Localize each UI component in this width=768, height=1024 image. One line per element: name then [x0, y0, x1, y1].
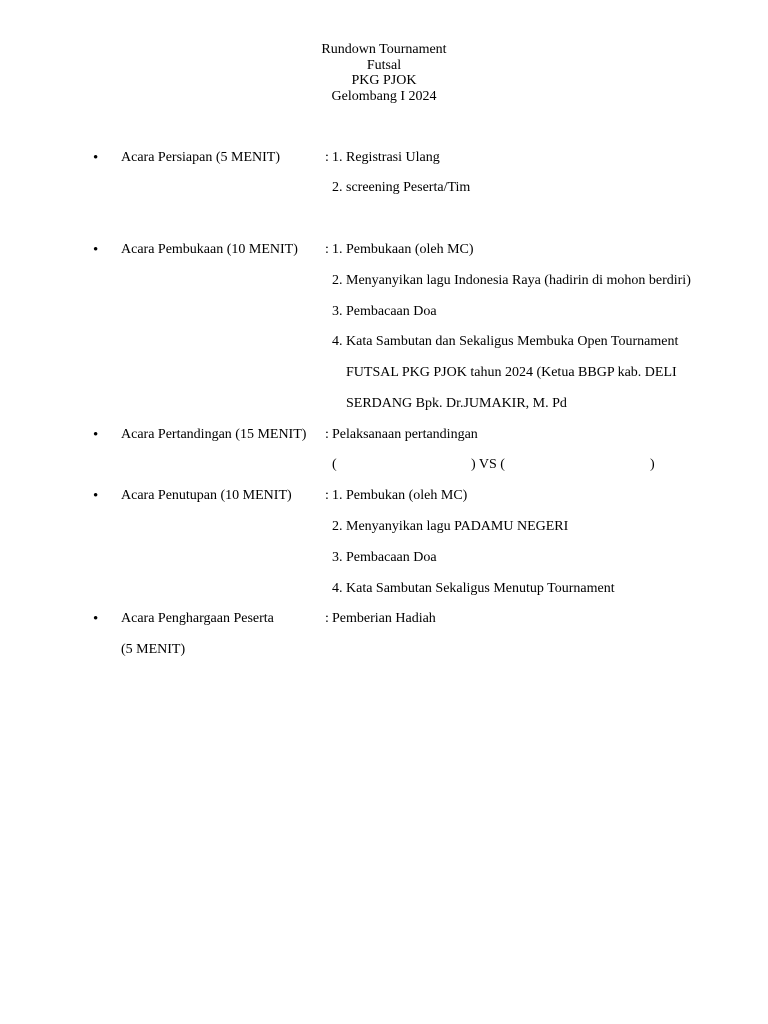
- section-pertandingan: [0, 425, 768, 445]
- colon: :: [325, 242, 329, 257]
- item-number: 2.: [332, 180, 343, 195]
- section-label: Acara Pertandingan (15 MENIT): [121, 427, 307, 442]
- item-number: 4.: [332, 334, 343, 349]
- match-open-paren: (: [332, 457, 337, 472]
- item-number: 1.: [332, 150, 343, 165]
- list-row-continuation: [0, 394, 768, 414]
- list-item: Pembacaan Doa: [346, 304, 437, 319]
- section-label-continuation: [0, 640, 768, 660]
- bullet-icon: •: [93, 427, 99, 443]
- title-line-3: PKG PJOK: [351, 73, 417, 88]
- section-label: Acara Penutupan (10 MENIT): [121, 488, 292, 503]
- list-row: [0, 579, 768, 599]
- section-text: Pemberian Hadiah: [332, 611, 436, 626]
- section-penghargaan: [0, 609, 768, 629]
- item-number: 2.: [332, 273, 343, 288]
- item-number: 1.: [332, 488, 343, 503]
- list-item: Pembukaan (oleh MC): [346, 242, 474, 257]
- list-row-continuation: [0, 363, 768, 383]
- item-number: 2.: [332, 519, 343, 534]
- section-label: Acara Pembukaan (10 MENIT): [121, 242, 298, 257]
- item-number: 3.: [332, 550, 343, 565]
- item-number: 1.: [332, 242, 343, 257]
- list-item: Registrasi Ulang: [346, 150, 440, 165]
- list-row: [0, 271, 768, 291]
- section-label: Acara Persiapan (5 MENIT): [121, 150, 280, 165]
- section-pembukaan: [0, 240, 768, 260]
- list-item-continuation: FUTSAL PKG PJOK tahun 2024 (Ketua BBGP kab. DELI: [346, 365, 677, 380]
- title-line-4: Gelombang I 2024: [331, 88, 437, 104]
- section-label: Acara Penghargaan Peserta: [121, 611, 274, 626]
- list-item: Kata Sambutan dan Sekaligus Membuka Open Tournament: [346, 334, 679, 349]
- list-item: Kata Sambutan Sekaligus Menutup Tournament: [346, 581, 615, 596]
- colon: :: [325, 488, 329, 503]
- section-label-line2: (5 MENIT): [121, 642, 186, 657]
- document-title: [0, 42, 768, 104]
- list-row: [0, 332, 768, 352]
- match-close-paren: ): [650, 457, 655, 472]
- colon: :: [325, 611, 329, 626]
- list-item: Menyanyikan lagu Indonesia Raya (hadirin di mohon berdiri): [346, 273, 691, 288]
- colon: :: [325, 150, 329, 165]
- section-persiapan: [0, 148, 768, 168]
- bullet-icon: •: [93, 488, 99, 504]
- list-item: Pembukan (oleh MC): [346, 488, 468, 503]
- item-number: 4.: [332, 581, 343, 596]
- list-item: Pembacaan Doa: [346, 550, 437, 565]
- list-item: screening Peserta/Tim: [346, 180, 471, 195]
- section-penutupan: [0, 486, 768, 506]
- title-line-1: Rundown Tournament: [321, 42, 447, 57]
- bullet-icon: •: [93, 150, 99, 166]
- list-row: [0, 178, 768, 198]
- colon: :: [325, 427, 329, 442]
- list-item-continuation: SERDANG Bpk. Dr.JUMAKIR, M. Pd: [346, 396, 567, 411]
- match-vs: ) VS (: [471, 457, 505, 472]
- title-line-2: Futsal: [366, 57, 402, 73]
- list-item: Menyanyikan lagu PADAMU NEGERI: [346, 519, 569, 534]
- item-number: 3.: [332, 304, 343, 319]
- list-row: [0, 517, 768, 537]
- list-row: [0, 548, 768, 568]
- match-row: [0, 455, 768, 475]
- list-row: [0, 302, 768, 322]
- section-text: Pelaksanaan pertandingan: [332, 427, 478, 442]
- bullet-icon: •: [93, 611, 99, 627]
- bullet-icon: •: [93, 242, 99, 258]
